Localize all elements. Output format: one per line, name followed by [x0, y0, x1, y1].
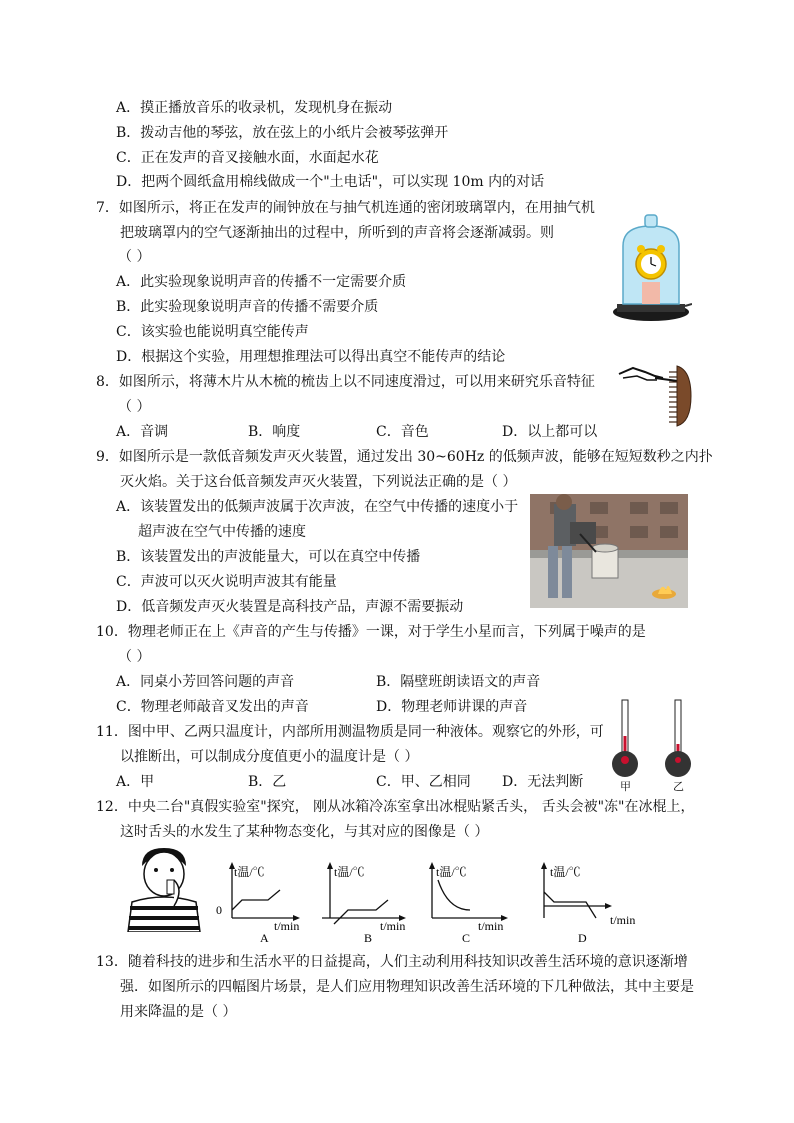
thermometer-label-jia: 甲 — [620, 780, 631, 793]
graph-b-xlabel: t/min — [380, 919, 406, 933]
q10-option-a: A．同桌小芳回答问题的声音 — [116, 674, 295, 690]
q8-answer-blank: （ ） — [118, 399, 151, 415]
q9-stem-line1: 9．如图所示是一款低音频发声灭火装置，通过发出 30~60Hz 的低频声波，能够在短短数秒之内扑 — [96, 449, 713, 465]
graph-a — [210, 858, 320, 948]
graph-b — [316, 858, 426, 948]
q9-option-a-line2: 超声波在空气中传播的速度 — [138, 524, 306, 540]
q9-option-a-line1: A．该装置发出的低频声波属于次声波，在空气中传播的速度小于 — [116, 499, 519, 515]
graph-d-xlabel: t/min — [610, 913, 636, 927]
graph-d-ylabel: t温/℃ — [550, 865, 581, 879]
graph-a-zero: 0 — [216, 903, 222, 917]
q11-option-b: B．乙 — [248, 774, 287, 790]
q10-option-c: C．物理老师敲音叉发出的声音 — [116, 699, 309, 715]
q12-stem-line1: 12．中央二台"真假实验室"探究， 刚从冰箱冷冻室拿出冰棍贴紧舌头， 舌头会被"冻"在冰棍上， — [96, 799, 695, 815]
q10-option-b: B．隔壁班朗读语文的声音 — [376, 674, 541, 690]
graph-d — [530, 858, 646, 948]
q11-option-d: D．无法判断 — [502, 774, 584, 790]
graph-a-xlabel: t/min — [274, 919, 300, 933]
q8-option-c: C．音色 — [376, 424, 429, 440]
q10-option-d: D．物理老师讲课的声音 — [376, 699, 528, 715]
q6-option-b: B．拨动吉他的琴弦，放在弦上的小纸片会被琴弦弹开 — [116, 125, 449, 141]
graph-b-label: B — [364, 931, 373, 945]
thermometer-label-yi: 乙 — [673, 780, 684, 793]
q7-answer-blank: （ ） — [118, 249, 151, 265]
graph-c-xlabel: t/min — [478, 919, 504, 933]
q13-stem-line3: 用来降温的是（ ） — [120, 1004, 237, 1020]
q8-stem-line1: 8．如图所示，将薄木片从木梳的梳齿上以不同速度滑过，可以用来研究乐音特征 — [96, 374, 595, 390]
q13-stem-line1: 13．随着科技的进步和生活水平的日益提高，人们主动利用科技知识改善生活环境的意识逐渐增 — [96, 954, 688, 970]
q11-stem-line1: 11．图中甲、乙两只温度计，内部所用测温物质是同一种液体。观察它的外形，可 — [96, 724, 604, 740]
q9-stem-line2: 灭火焰。关于这台低音频发声灭火装置，下列说法正确的是（ ） — [120, 474, 517, 490]
q6-option-a: A．摸正播放音乐的收录机，发现机身在振动 — [116, 100, 393, 116]
bell-jar-alarm-clock-figure — [610, 212, 692, 324]
graph-b-ylabel: t温/℃ — [334, 865, 365, 879]
graph-a-label: A — [260, 931, 269, 945]
q7-option-b: B．此实验现象说明声音的传播不需要介质 — [116, 299, 379, 315]
graph-d-label: D — [578, 931, 587, 945]
q8-option-d: D．以上都可以 — [502, 424, 598, 440]
q13-stem-line2: 强．如图所示的四幅图片场景，是人们应用物理知识改善生活环境的下几种做法，其中主要是 — [120, 979, 694, 995]
sonic-fire-extinguisher-photo — [530, 494, 688, 608]
q8-option-b: B．响度 — [248, 424, 301, 440]
q9-option-c: C．声波可以灭火说明声波其有能量 — [116, 574, 337, 590]
q7-option-c: C．该实验也能说明真空能传声 — [116, 324, 309, 340]
q6-option-d: D．把两个圆纸盒用棉线做成一个"土电话"，可以实现 10m 内的对话 — [116, 174, 545, 190]
q10-answer-blank: （ ） — [118, 649, 151, 665]
graph-a-ylabel: t温/℃ — [234, 865, 265, 879]
q12-stem-line2: 这时舌头的水发生了某种物态变化，与其对应的图像是（ ） — [120, 824, 489, 840]
q7-stem-line2: 把玻璃罩内的空气逐渐抽出的过程中，所听到的声音将会逐渐减弱。则 — [120, 225, 554, 241]
comb-wood-slip-figure — [615, 362, 695, 430]
graph-c — [418, 858, 528, 948]
graph-c-label: C — [462, 931, 471, 945]
q7-option-d: D．根据这个实验，用理想推理法可以得出真空不能传声的结论 — [116, 349, 506, 365]
boy-popsicle-figure — [124, 846, 204, 932]
q7-option-a: A．此实验现象说明声音的传播不一定需要介质 — [116, 274, 407, 290]
q11-option-a: A．甲 — [116, 774, 155, 790]
q11-stem-line2: 以推断出，可以制成分度值更小的温度计是（ ） — [120, 749, 419, 765]
graph-c-ylabel: t温/℃ — [436, 865, 467, 879]
q10-stem-line1: 10．物理老师正在上《声音的产生与传播》一课，对于学生小星而言，下列属于噪声的是 — [96, 624, 646, 640]
q7-stem-line1: 7．如图所示，将正在发声的闹钟放在与抽气机连通的密闭玻璃罩内，在用抽气机 — [96, 200, 595, 216]
q8-option-a: A．音调 — [116, 424, 169, 440]
q9-option-d: D．低音频发声灭火装置是高科技产品，声源不需要振动 — [116, 599, 464, 615]
q11-option-c: C．甲、乙相同 — [376, 774, 471, 790]
q9-option-b: B．该装置发出的声波能量大，可以在真空中传播 — [116, 549, 421, 565]
q6-option-c: C．正在发声的音叉接触水面，水面起水花 — [116, 150, 379, 166]
